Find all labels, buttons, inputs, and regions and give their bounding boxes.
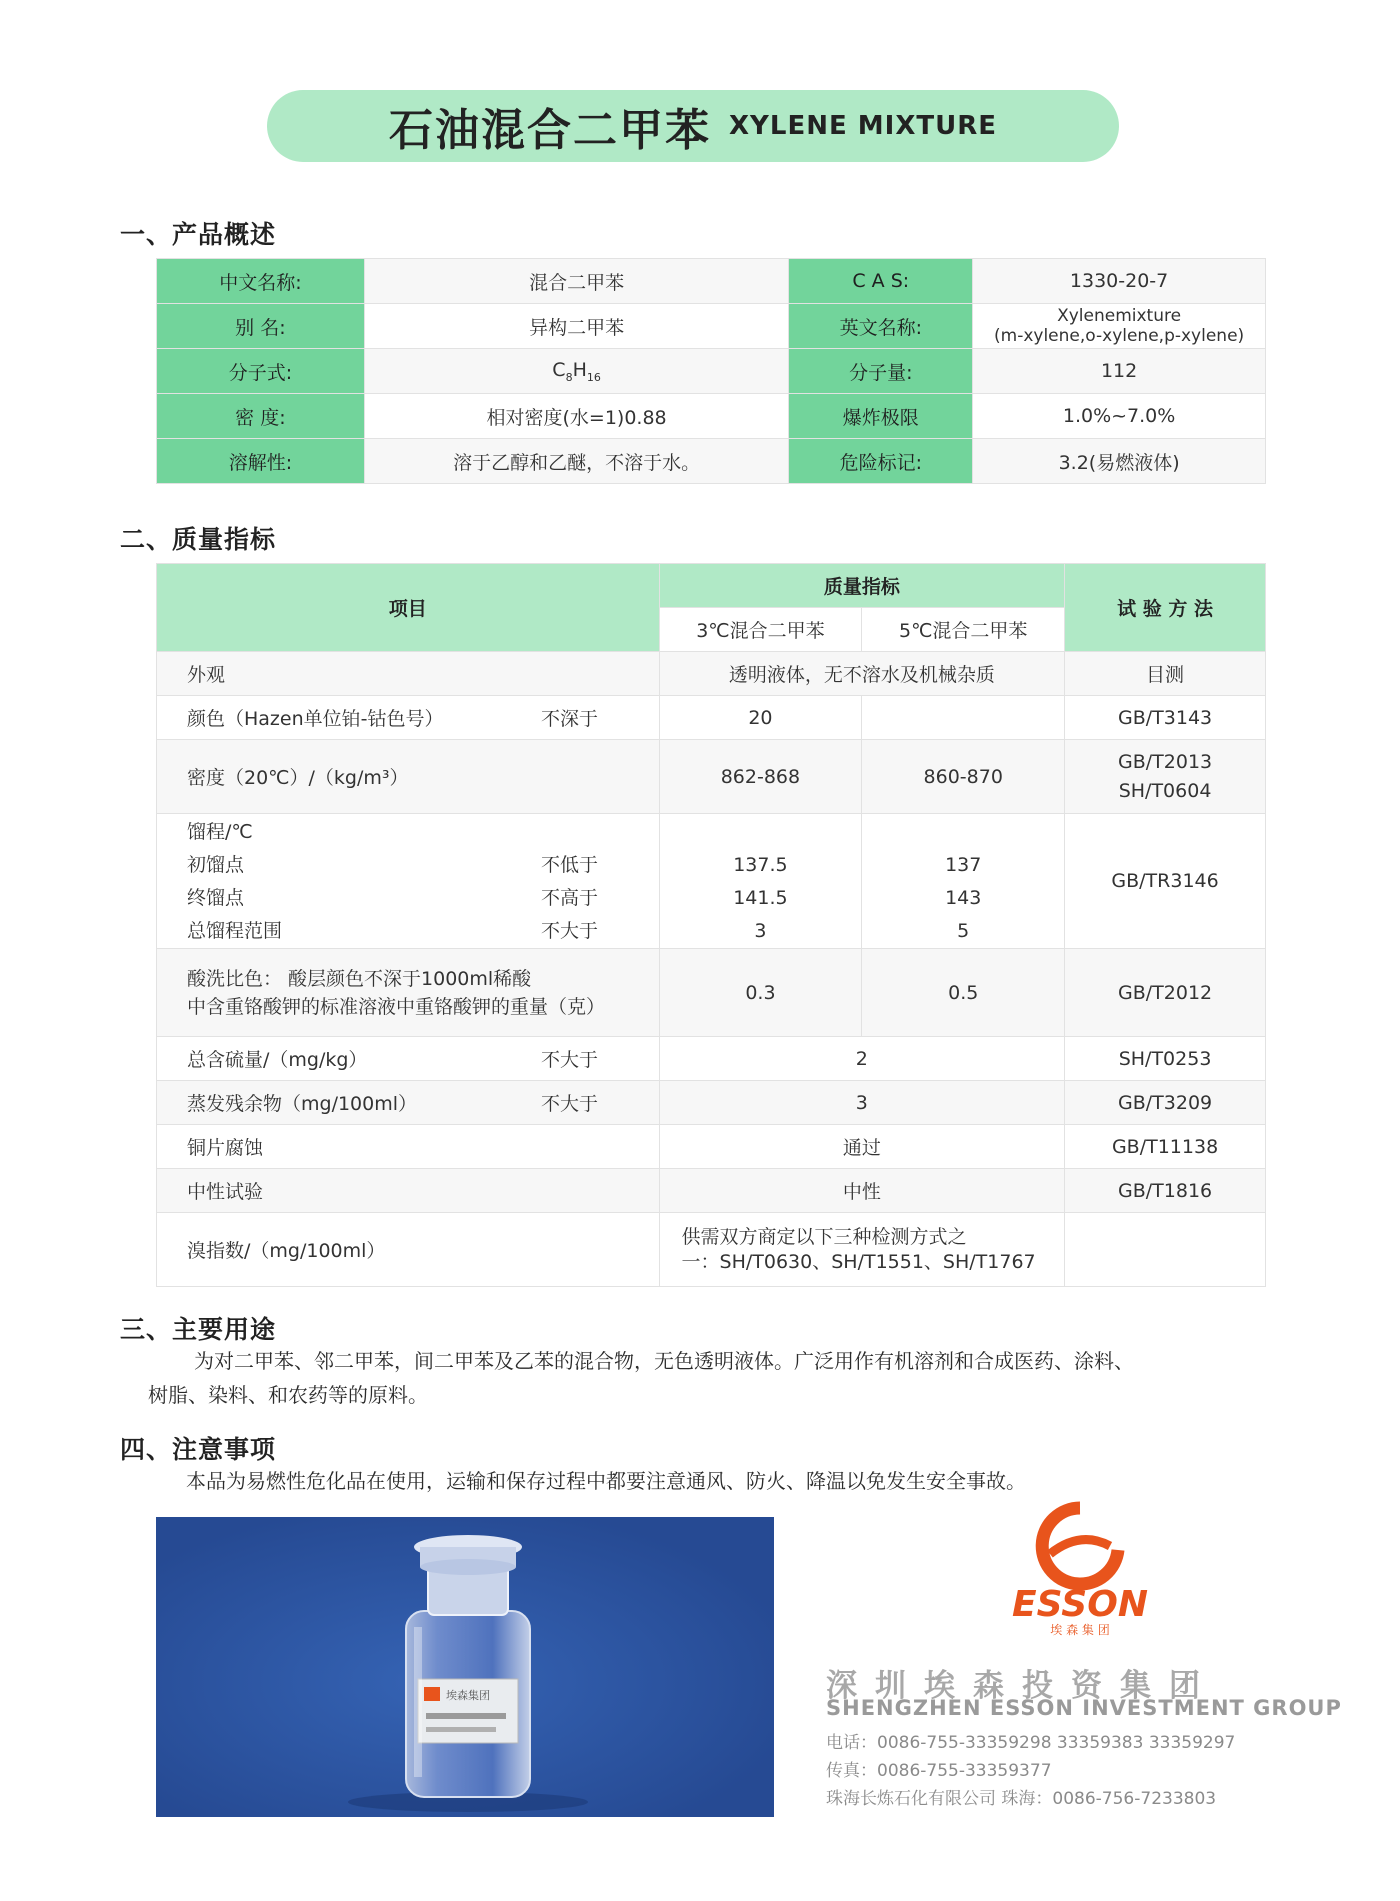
item-appearance: 外观 [157,652,660,696]
value-formula [364,349,789,394]
method-density-1: GB/T2013 [1118,750,1213,773]
company-fax: 传真：0086-755-33359377 [826,1761,1052,1781]
formula-h: H [572,358,587,381]
usage-line1: 为对二甲苯、邻二甲苯，间二甲苯及乙苯的混合物，无色透明液体。广泛用作有机溶剂和合成医药、涂料、 [194,1349,1134,1373]
distill-final-5c: 143 [945,887,982,909]
formula-sub2: 16 [586,370,601,384]
label-mw: 分子量: [789,349,973,394]
method-acid: GB/T2012 [1065,949,1266,1037]
item-residue-label: 蒸发残余物（mg/100ml） [187,1093,418,1115]
distill-final-cond: 不高于 [541,887,599,909]
item-neutral: 中性试验 [157,1169,660,1213]
item-density: 密度（20℃）/（kg/m³） [157,740,660,814]
bromine-line2: 一：SH/T0630、SH/T1551、SH/T1767 [681,1250,1036,1273]
value-neutral: 中性 [659,1169,1065,1213]
distill-initial-cond: 不低于 [541,854,599,876]
table-row [157,1169,1266,1213]
item-color-label: 颜色（Hazen单位铂-钴色号） [187,708,444,730]
item-copper: 铜片腐蚀 [157,1125,660,1169]
table-row [157,1037,1266,1081]
value-acid-3c: 0.3 [659,949,862,1037]
esson-logo-icon [990,1500,1170,1640]
distill-initial-5c: 137 [945,854,982,876]
distill-initial-3c: 137.5 [733,854,788,876]
company-tel: 电话：0086-755-33359298 33359383 33359297 [826,1733,1236,1753]
item-distill [157,814,660,949]
logo-subtext: 埃 森 集 团 [1050,1623,1110,1637]
method-bromine [1065,1213,1266,1287]
method-density [1065,740,1266,814]
value-cas: 1330-20-7 [973,259,1266,304]
method-distill: GB/TR3146 [1065,814,1266,949]
value-residue: 3 [659,1081,1065,1125]
value-explosion: 1.0%~7.0% [973,394,1266,439]
label-solubility: 溶解性: [157,439,365,484]
label-cn-name: 中文名称: [157,259,365,304]
company-name-en: SHENGZHEN ESSON INVESTMENT GROUP [826,1696,1342,1720]
value-distill-5c [862,814,1065,949]
value-cn-name: 混合二甲苯 [364,259,789,304]
product-photo [156,1517,774,1817]
value-sulfur: 2 [659,1037,1065,1081]
section-overview-heading: 一、产品概述 [120,220,277,249]
value-mw: 112 [973,349,1266,394]
distill-final-label: 终馏点 [187,887,245,909]
title-chinese: 石油混合二甲苯 [389,105,711,156]
table-row [157,652,1266,696]
table-row [157,1081,1266,1125]
label-density: 密 度: [157,394,365,439]
distill-final-3c: 141.5 [733,887,788,909]
value-appearance: 透明液体，无不溶水及机械杂质 [659,652,1065,696]
distill-final [187,882,659,915]
table-row [157,1213,1266,1287]
cond-residue: 不大于 [541,1093,599,1115]
table-row [157,1125,1266,1169]
value-en-name [973,304,1266,349]
method-appearance: 目测 [1065,652,1266,696]
formula-c: C [552,358,566,381]
table-row [157,696,1266,740]
method-residue: GB/T3209 [1065,1081,1266,1125]
label-alias: 别 名: [157,304,365,349]
value-hazard: 3.2(易燃液体) [973,439,1266,484]
cond-sulfur: 不大于 [541,1049,599,1071]
method-density-2: SH/T0604 [1118,779,1212,802]
distill-range-3c: 3 [754,920,767,942]
label-hazard: 危险标记: [789,439,973,484]
table-row [157,814,1266,949]
value-bromine [659,1213,1065,1287]
value-acid-5c: 0.5 [862,949,1065,1037]
value-copper: 通过 [659,1125,1065,1169]
company-name-cn: 深圳埃森投资集团 [826,1668,1218,1704]
distill-range-label: 总馏程范围 [187,920,283,942]
title-bar [267,90,1119,162]
value-solubility: 溶于乙醇和乙醚，不溶于水。 [364,439,789,484]
distill-range-cond: 不大于 [541,920,599,942]
en-name-line1: Xylenemixture [1057,306,1182,326]
bottle-illustration [156,1517,774,1817]
cond-color: 不深于 [541,708,599,730]
section-notes-heading: 四、注意事项 [120,1435,277,1464]
table-row [157,439,1266,484]
label-explosion: 爆炸极限 [789,394,973,439]
label-en-name: 英文名称: [789,304,973,349]
bromine-line1: 供需双方商定以下三种检测方式之 [681,1225,967,1248]
section-usage-heading: 三、主要用途 [120,1315,277,1344]
value-density: 相对密度(水=1)0.88 [364,394,789,439]
header-item: 项目 [157,564,660,652]
distill-title: 馏程/℃ [187,821,253,843]
value-color-3c: 20 [659,696,862,740]
label-formula: 分子式: [157,349,365,394]
formula-sub1: 8 [565,370,573,384]
table-row [157,394,1266,439]
item-sulfur [157,1037,660,1081]
header-5c: 5℃混合二甲苯 [862,608,1065,652]
company-branch: 珠海长炼石化有限公司 珠海：0086-756-7233803 [826,1789,1217,1809]
item-acid [157,949,660,1037]
header-3c: 3℃混合二甲苯 [659,608,862,652]
usage-line2: 树脂、染料、和农药等的原料。 [148,1383,428,1407]
method-copper: GB/T11138 [1065,1125,1266,1169]
item-color [157,696,660,740]
header-index: 质量指标 [659,564,1065,608]
distill-range-5c: 5 [957,920,970,942]
value-color-5c [862,696,1065,740]
item-residue [157,1081,660,1125]
item-sulfur-label: 总含硫量/（mg/kg） [187,1049,368,1071]
acid-line1: 酸洗比色： 酸层颜色不深于1000ml稀酸 [187,967,532,990]
notes-paragraph: 本品为易燃性危化品在使用，运输和保存过程中都要注意通风、防火、降温以免发生安全事故。 [186,1469,1026,1493]
table-row [157,740,1266,814]
method-color: GB/T3143 [1065,696,1266,740]
distill-initial [187,849,659,882]
table-header-row [157,564,1266,608]
usage-paragraph [148,1344,1258,1412]
en-name-line2: (m-xylene,o-xylene,p-xylene) [994,326,1245,346]
distill-initial-label: 初馏点 [187,854,245,876]
overview-table [156,258,1266,484]
header-method: 试 验 方 法 [1065,564,1266,652]
item-bromine: 溴指数/（mg/100ml） [157,1213,660,1287]
company-logo [990,1500,1170,1640]
distill-range [187,915,659,948]
method-sulfur: SH/T0253 [1065,1037,1266,1081]
value-density-5c: 860-870 [862,740,1065,814]
value-density-3c: 862-868 [659,740,862,814]
method-neutral: GB/T1816 [1065,1169,1266,1213]
value-distill-3c [659,814,862,949]
quality-table [156,563,1266,1287]
table-row [157,949,1266,1037]
table-row [157,259,1266,304]
value-alias: 异构二甲苯 [364,304,789,349]
logo-text: ESSON [1012,1584,1148,1625]
label-cas: C A S: [789,259,973,304]
table-row [157,304,1266,349]
title-english: XYLENE MIXTURE [729,111,997,141]
acid-line2: 中含重铬酸钾的标准溶液中重铬酸钾的重量（克） [187,995,606,1018]
table-row [157,349,1266,394]
bottle-label-text: 埃森集团 [446,1689,490,1702]
section-quality-heading: 二、质量指标 [120,525,277,554]
